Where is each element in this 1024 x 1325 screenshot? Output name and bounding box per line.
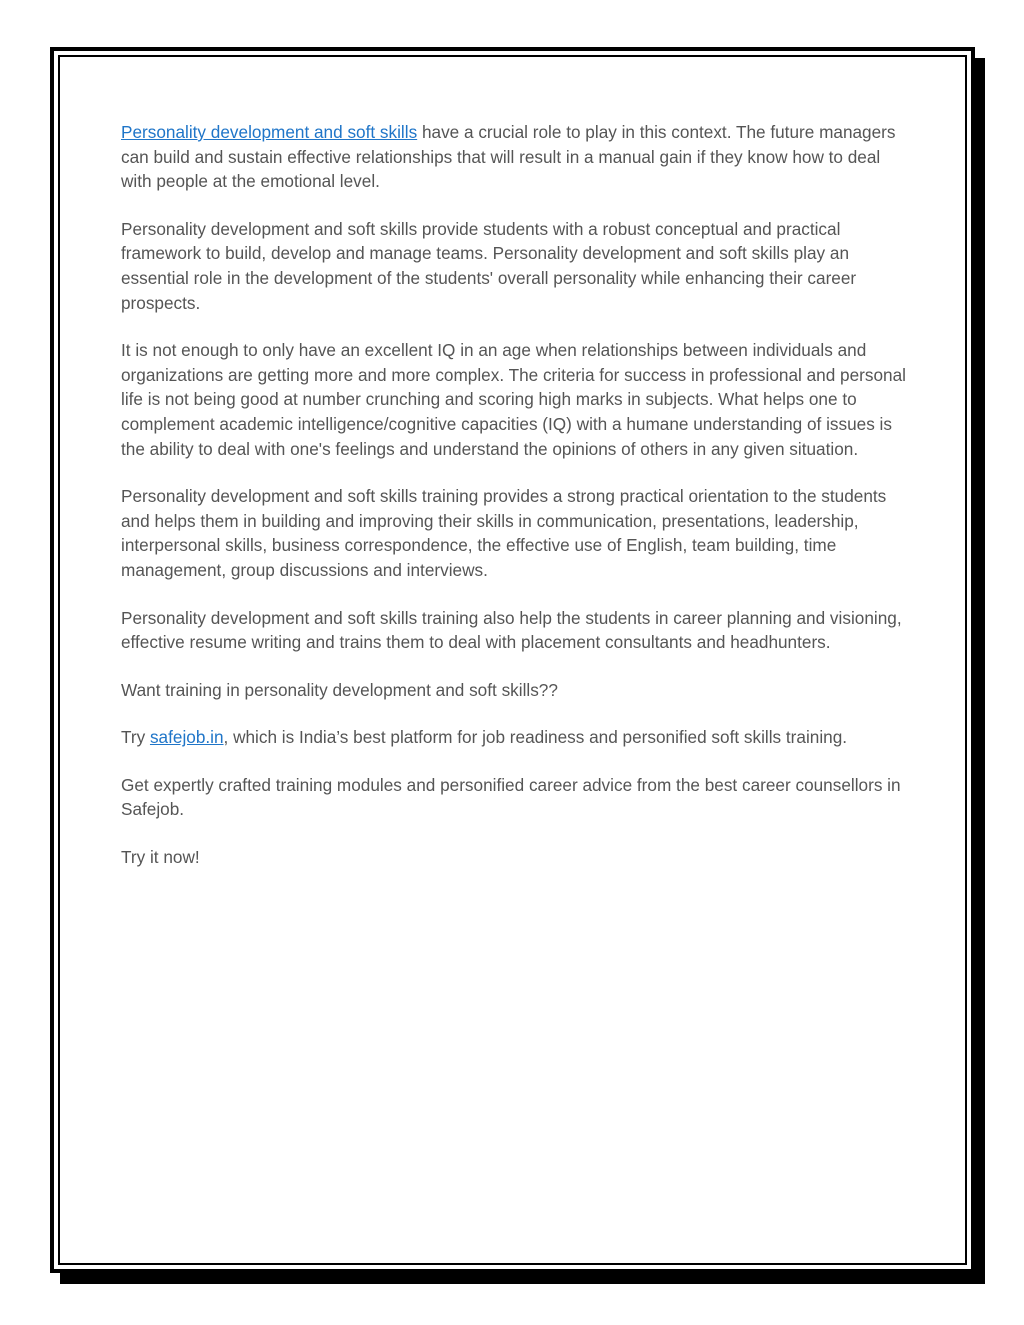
paragraph-safejob-prefix: Try <box>121 727 150 748</box>
paragraph-cta: Try it now! <box>121 847 200 868</box>
paragraph-modules: Get expertly crafted training modules and personified career advice from the best career counsellors in Safejob. <box>121 774 901 820</box>
paragraph-framework: Personality development and soft skills provide students with a robust conceptual and practical framework to build, develop and manage teams. Personality development and soft skills play an essential role in the development of the students' overall personality while enhancing their career prospects. <box>121 218 857 313</box>
document-body <box>121 120 911 893</box>
paragraph-career-planning: Personality development and soft skills training also help the students in career planning and visioning, effective resume writing and trains them to deal with placement consultants and headhunters. <box>121 607 902 653</box>
paragraph-question: Want training in personality development and soft skills?? <box>121 679 558 700</box>
paragraph-intro-text: have a crucial role to play in this context. The future managers can build and sustain effective relationships that will result in a manual gain if they know how to deal with people at the emotional level. <box>121 122 896 192</box>
safejob-link[interactable]: safejob.in <box>149 727 224 748</box>
paragraph-iq: It is not enough to only have an excellent IQ in an age when relationships between individuals and organizations are getting more and more complex. The criteria for success in professional and personal life is not being good at number crunching and scoring high marks in subjects. What helps one to complement academic intelligence/cognitive capacities (IQ) with a humane understanding of issues is the ability to deal with one's feelings and understand the opinions of others in any given situation. <box>121 340 906 459</box>
paragraph-safejob-suffix: , which is India’s best platform for job readiness and personified soft skills training. <box>223 727 848 748</box>
paragraph-training: Personality development and soft skills training provides a strong practical orientation to the students and helps them in building and improving their skills in communication, presentations, leadership, interpersonal skills, business correspondence, the effective use of English, team building, time management, group discussions and interviews. <box>121 486 887 580</box>
paragraph-safejob <box>121 725 911 750</box>
paragraph-intro <box>121 120 911 194</box>
personality-development-link[interactable]: Personality development and soft skills <box>121 122 418 142</box>
